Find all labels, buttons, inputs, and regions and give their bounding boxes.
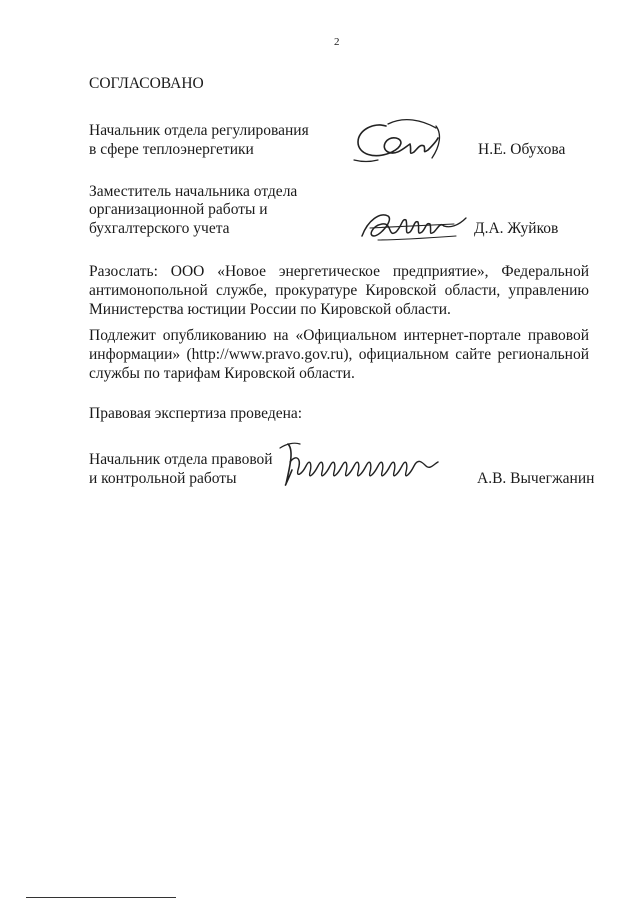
- approver-position-line: в сфере теплоэнергетики: [89, 141, 254, 158]
- approver-position-line: Начальник отдела регулирования: [89, 122, 309, 139]
- paragraph-line: антимонопольной службе, прокуратуре Кировской области, управлению: [89, 282, 589, 299]
- reviewer-position-line: Начальник отдела правовой: [89, 451, 273, 468]
- paragraph-line: Министерства юстиции России по Кировской области.: [89, 301, 451, 318]
- paragraph-line: информации» (http://www.pravo.gov.ru), официальном сайте региональной: [89, 346, 589, 363]
- legal-review-statement: Правовая экспертиза проведена:: [89, 405, 303, 422]
- paragraph-line: службы по тарифам Кировской области.: [89, 365, 355, 382]
- approver-name: Н.Е. Обухова: [478, 141, 566, 158]
- reviewer-position-line: и контрольной работы: [89, 470, 237, 487]
- paragraph-line: Подлежит опубликованию на «Официальном интернет-портале правовой: [89, 327, 589, 344]
- approver-position-line: организационной работы и: [89, 201, 268, 218]
- approver-name: Д.А. Жуйков: [474, 220, 559, 237]
- page-number: 2: [334, 36, 340, 48]
- paragraph-line: Разослать: ООО «Новое энергетическое предприятие», Федеральной: [89, 263, 589, 280]
- publication-paragraph: [89, 326, 589, 383]
- approver-position-line: бухгалтерского учета: [89, 220, 230, 237]
- approval-heading: СОГЛАСОВАНО: [89, 75, 204, 92]
- distribution-paragraph: [89, 262, 589, 319]
- approver-position-line: Заместитель начальника отдела: [89, 183, 298, 200]
- reviewer-name: А.В. Вычегжанин: [477, 470, 595, 487]
- signature-vychegzhanin: [276, 440, 466, 490]
- signature-obukhova: [352, 116, 456, 166]
- footer-rule: [26, 897, 176, 898]
- signature-zhuikov: [358, 206, 476, 244]
